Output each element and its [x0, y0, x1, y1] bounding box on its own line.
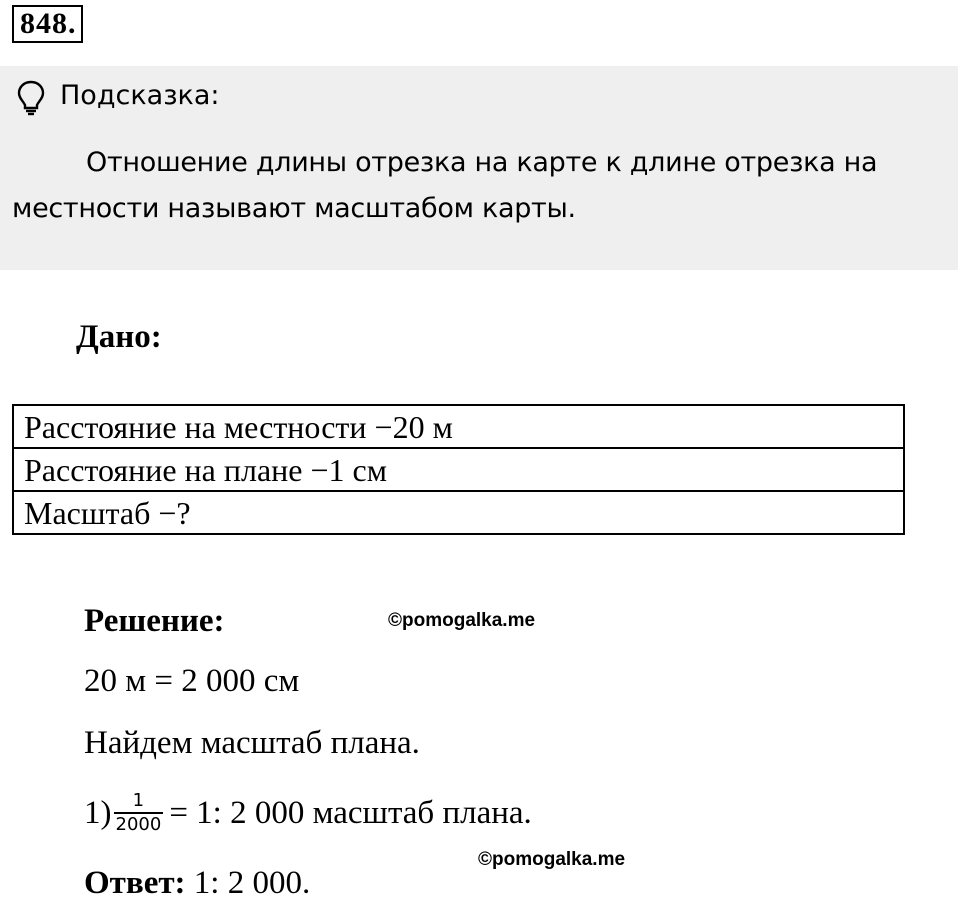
- fraction: [114, 790, 164, 836]
- table-row: [13, 448, 904, 491]
- watermark: ©pomogalka.me: [478, 849, 626, 870]
- fraction-numerator: 1: [132, 790, 145, 811]
- fraction-denominator: 2000: [115, 814, 162, 835]
- step-intro: Найдем масштаб плана.: [84, 725, 420, 761]
- step-1-prefix: 1): [84, 795, 112, 831]
- answer-label: Ответ:: [84, 865, 186, 901]
- conversion-line: 20 м = 2 000 см: [84, 663, 300, 699]
- given-distance-plan: Расстояние на плане −1 см: [13, 448, 904, 491]
- watermark: ©pomogalka.me: [388, 610, 536, 631]
- task-number: 848.: [12, 5, 83, 43]
- step-1: [84, 782, 532, 844]
- hint-title: Подсказка:: [60, 80, 220, 111]
- solution-title: Решение:: [84, 603, 225, 639]
- answer-line: [84, 862, 310, 904]
- given-distance-ground: Расстояние на местности −20 м: [13, 405, 904, 448]
- given-scale: Масштаб −?: [13, 491, 904, 534]
- given-table: [12, 404, 905, 535]
- hint-box: [0, 66, 958, 270]
- step-1-result: = 1: 2 000 масштаб плана.: [169, 795, 532, 831]
- answer-value: 1: 2 000.: [185, 865, 311, 901]
- given-title: Дано:: [76, 319, 162, 355]
- lightbulb-icon: [16, 80, 46, 116]
- hint-text: Отношение длины отрезка на карте к длине отрезка на местности называют масштабом карты.: [12, 147, 878, 224]
- table-row: [13, 491, 904, 534]
- table-row: [13, 405, 904, 448]
